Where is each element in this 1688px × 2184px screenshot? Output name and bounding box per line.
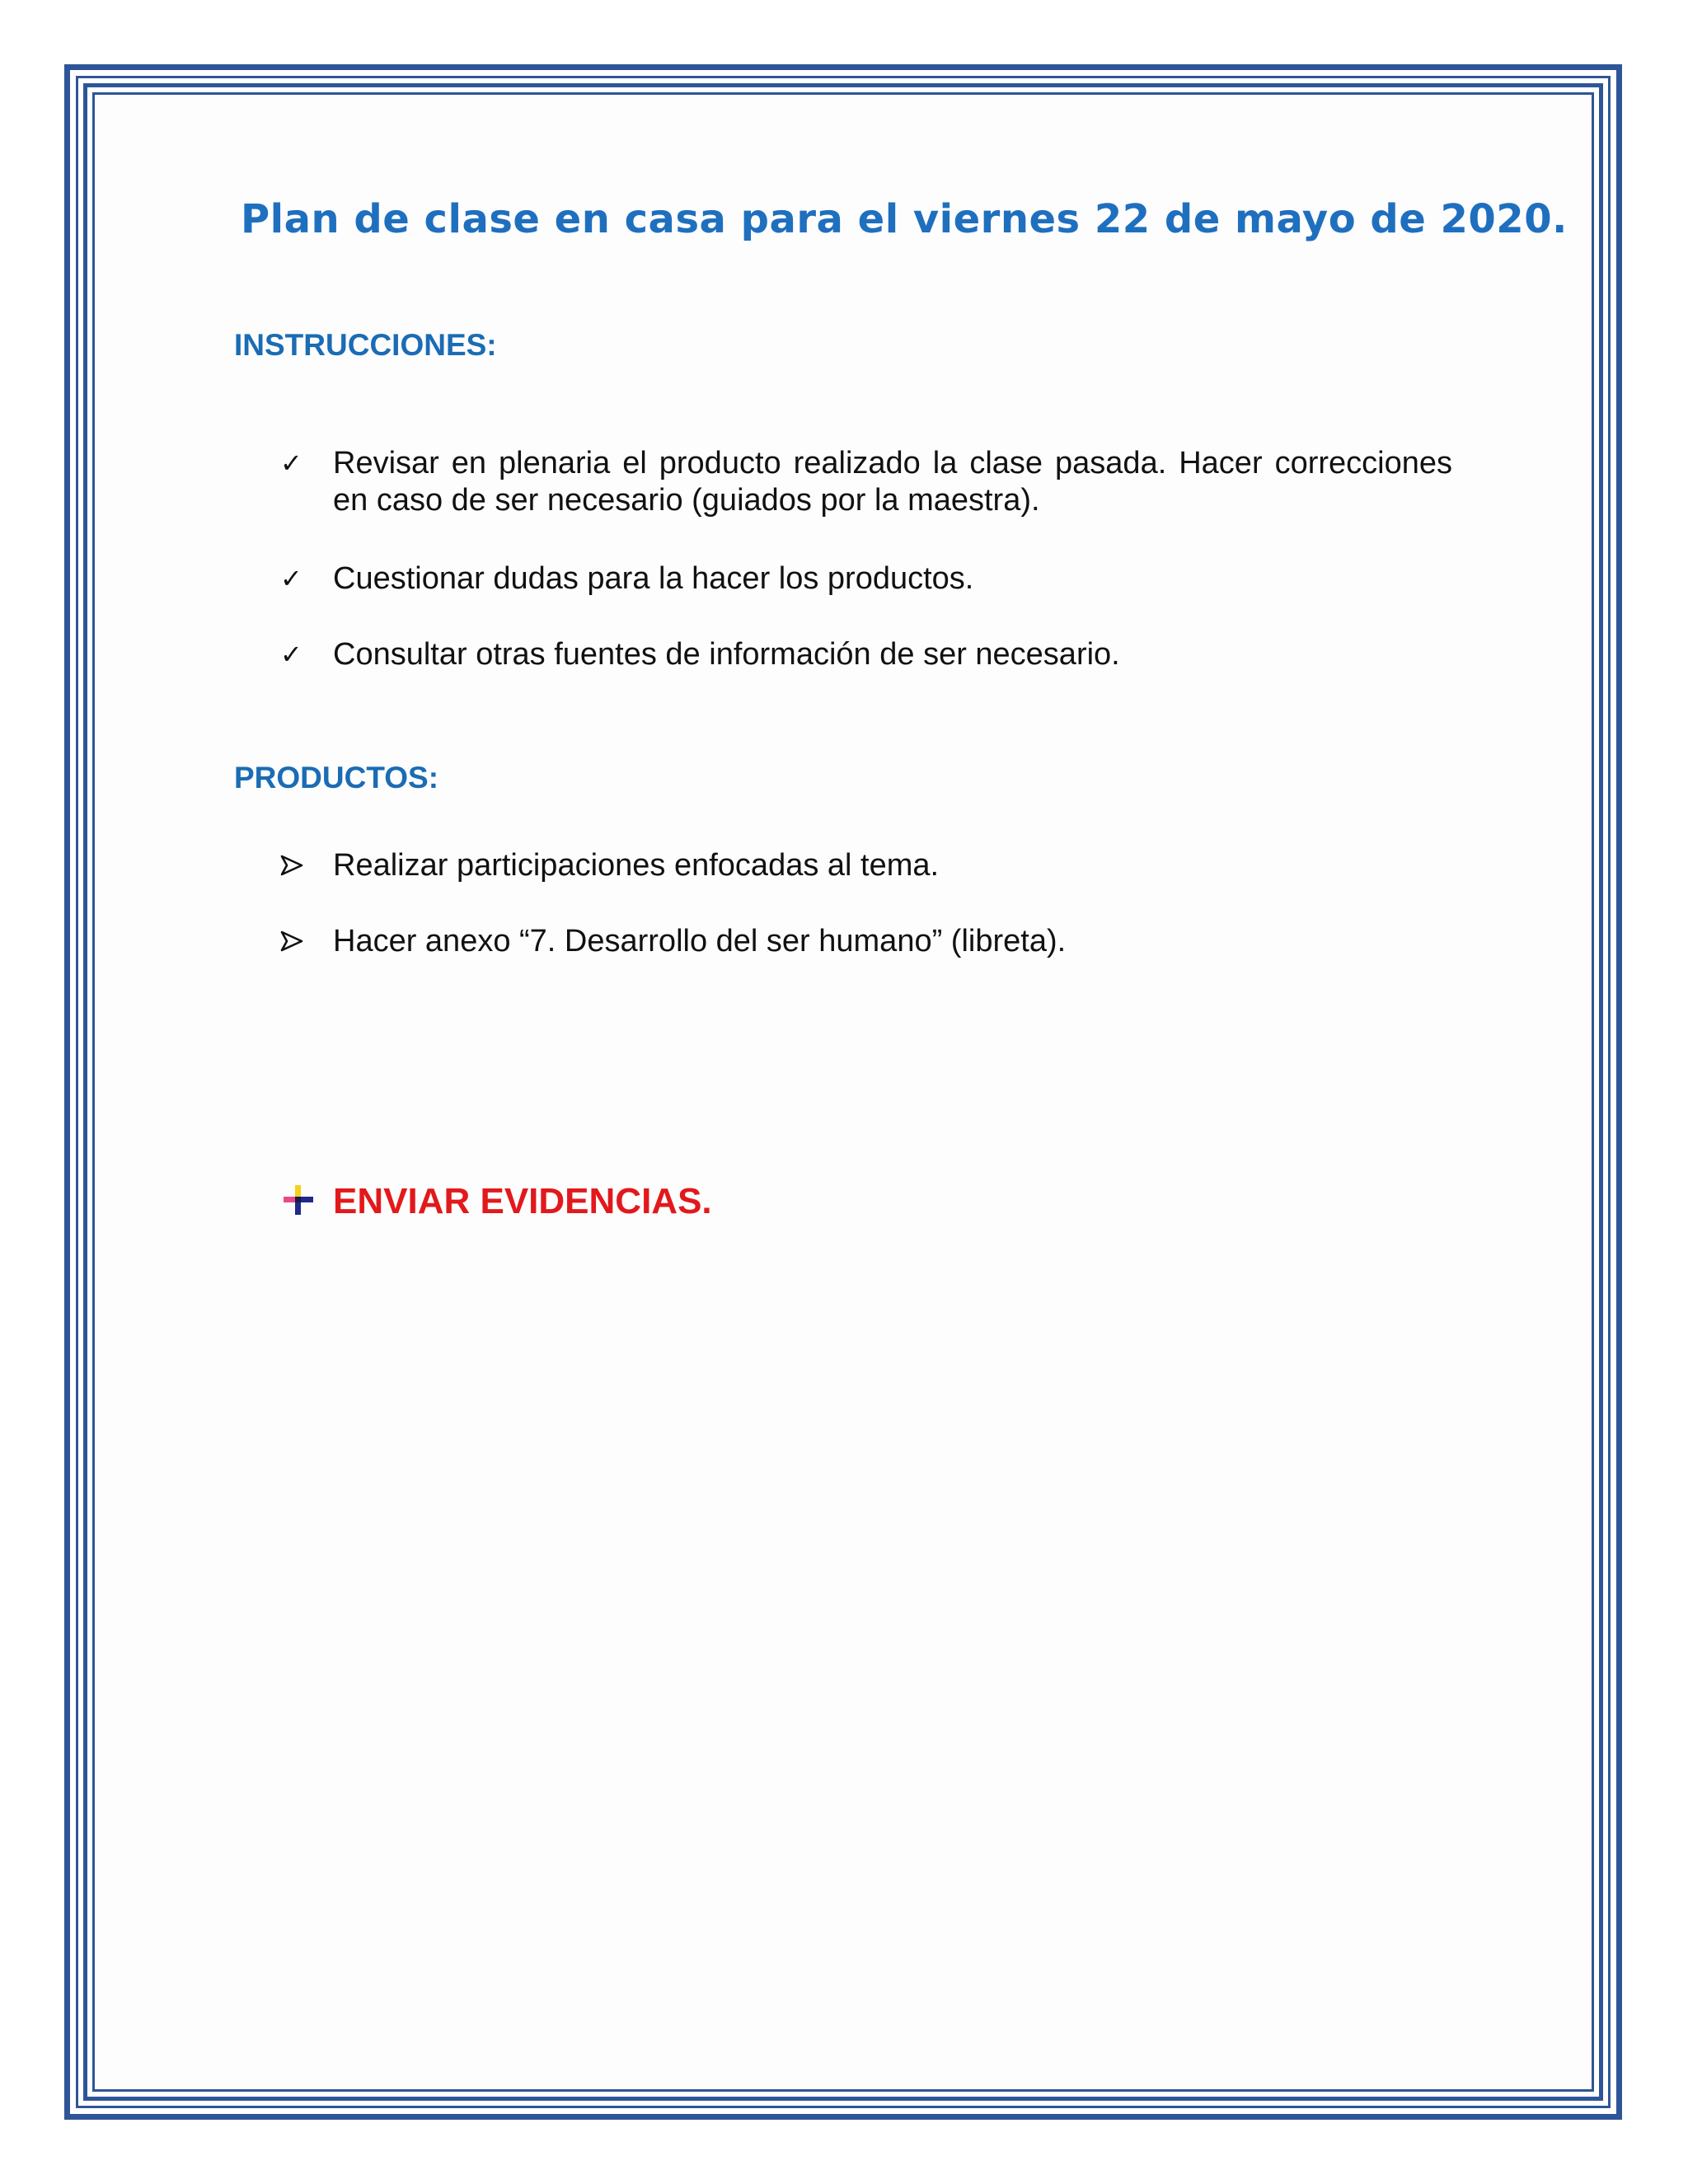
checkmark-icon: ✓: [280, 448, 302, 479]
producto-item: [282, 923, 1452, 960]
colored-cross-icon: [282, 1183, 315, 1216]
checkmark-icon: ✓: [280, 639, 302, 670]
page-title: Plan de clase en casa para el viernes 22 de mayo de 2020.: [241, 196, 1568, 242]
instrucciones-heading: INSTRUCCIONES:: [234, 328, 497, 362]
producto-text: Realizar participaciones enfocadas al tema.: [333, 848, 940, 883]
checkmark-icon: ✓: [280, 563, 302, 594]
instruccion-item: [282, 560, 1452, 598]
page-content-area: [92, 92, 1594, 2092]
arrowhead-icon: [280, 923, 313, 960]
productos-heading: PRODUCTOS:: [234, 761, 439, 794]
producto-item: [282, 847, 1452, 884]
enviar-evidencias-item: [282, 1179, 941, 1228]
enviar-evidencias-text: ENVIAR EVIDENCIAS.: [333, 1181, 712, 1221]
producto-text: Hacer anexo “7. Desarrollo del ser humano” (libreta).: [333, 924, 1067, 958]
instruccion-text: Cuestionar dudas para la hacer los productos.: [333, 561, 974, 596]
instruccion-item: [282, 636, 1452, 673]
instruccion-item: [282, 445, 1452, 519]
instruccion-text: Consultar otras fuentes de información de ser necesario.: [333, 637, 1120, 672]
arrowhead-icon: [280, 847, 313, 884]
instruccion-text: Revisar en plenaria el producto realizado la clase pasada. Hacer correcciones en caso de ser necesario (guiados por la maestra).: [333, 446, 1452, 518]
